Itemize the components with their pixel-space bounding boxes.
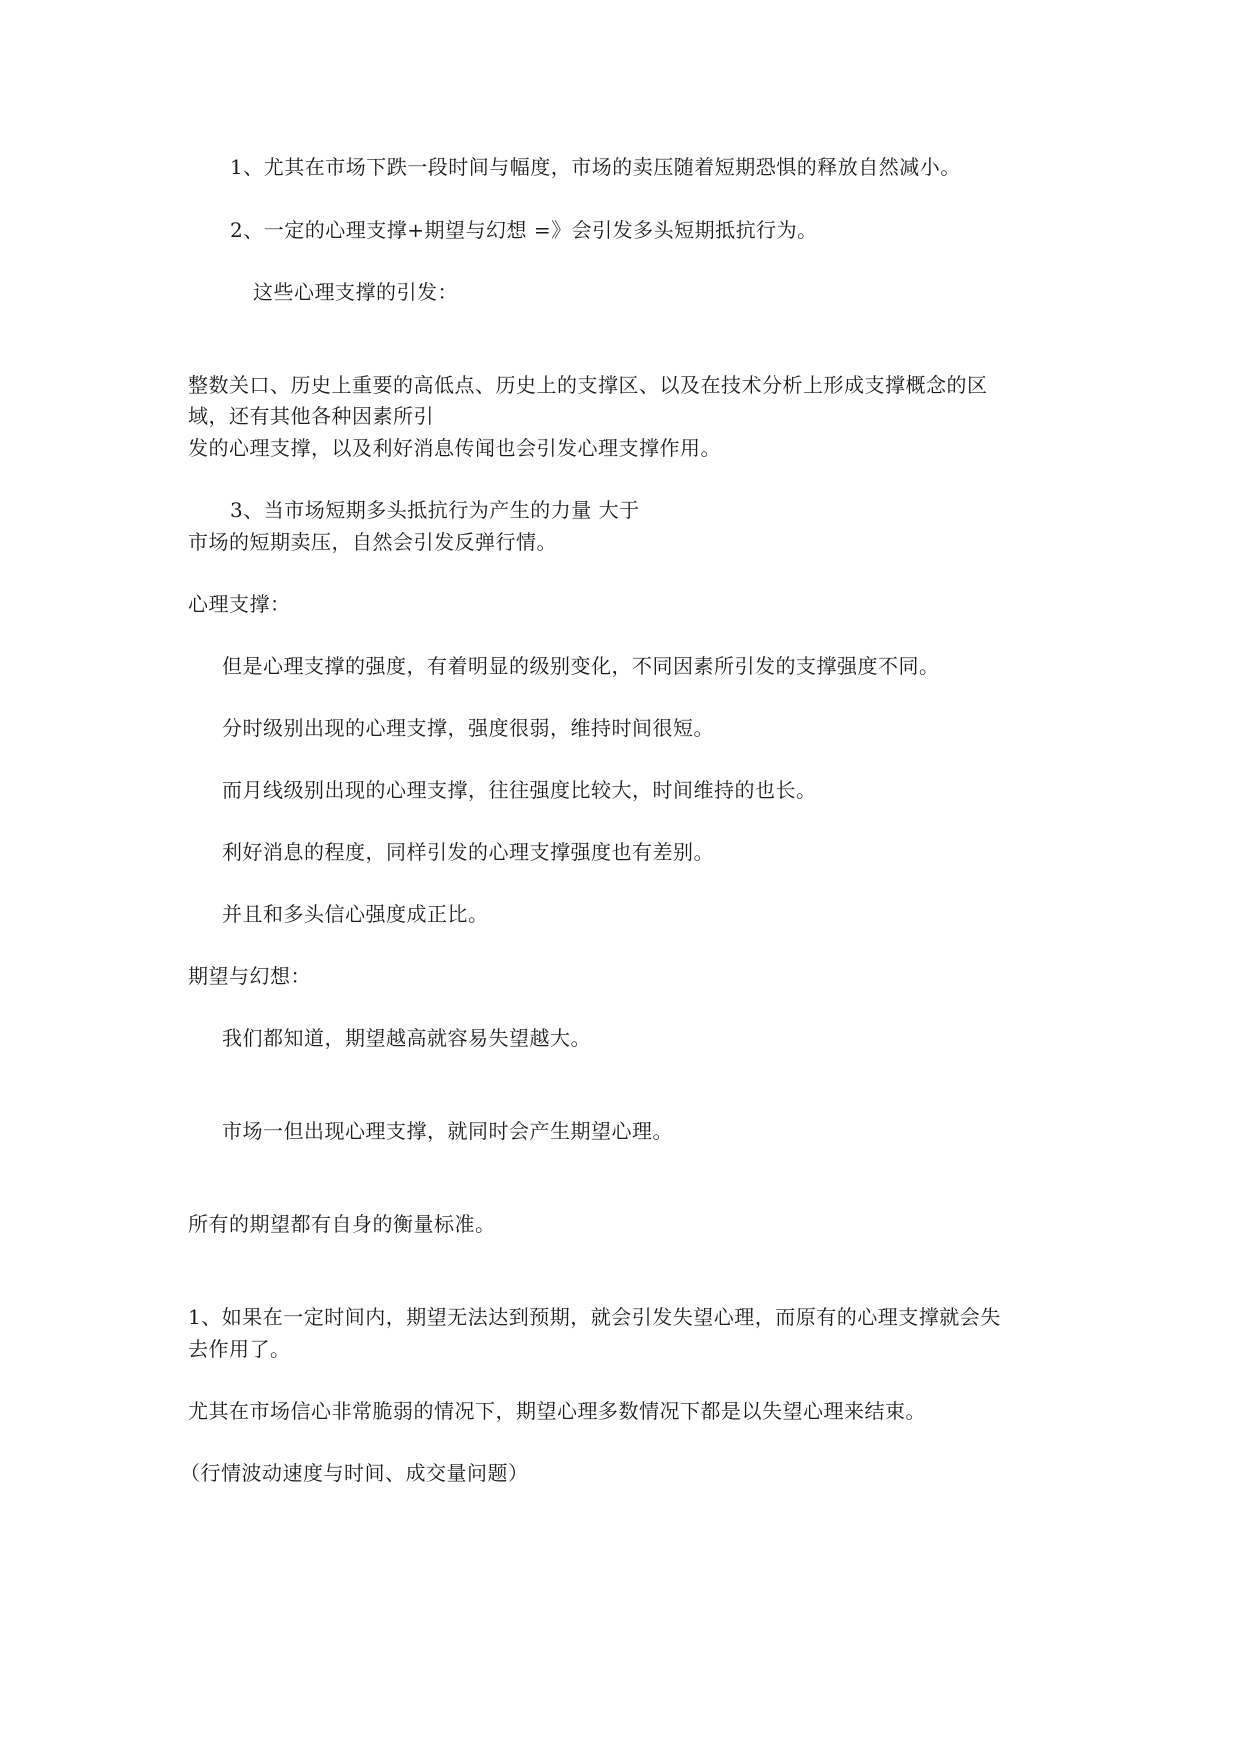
section-heading: 期望与幻想： [188, 964, 311, 988]
paragraph-line: 分时级别出现的心理支撑，强度很弱，维持时间很短。 [222, 716, 714, 740]
paragraph-line: 但是心理支撑的强度，有着明显的级别变化，不同因素所引发的支撑强度不同。 [222, 654, 940, 678]
list-item-2: 2、一定的心理支撑+期望与幻想 =》会引发多头短期抵抗行为。 [230, 218, 818, 242]
paragraph-line: 而月线级别出现的心理支撑，往往强度比较大，时间维持的也长。 [222, 778, 817, 802]
paragraph-line: 市场的短期卖压，自然会引发反弹行情。 [188, 530, 557, 554]
list-item-3: 3、当市场短期多头抵抗行为产生的力量 大于 [230, 498, 640, 522]
paragraph-line: 整数关口、历史上重要的高低点、历史上的支撑区、以及在技术分析上形成支撑概念的区 [188, 373, 988, 397]
section-heading: 心理支撑： [188, 592, 291, 616]
paragraph-line: 利好消息的程度，同样引发的心理支撑强度也有差别。 [222, 840, 714, 864]
paragraph-line: 并且和多头信心强度成正比。 [222, 902, 489, 926]
paragraph-line: 去作用了。 [188, 1337, 291, 1361]
paragraph-line: （行情波动速度与时间、成交量问题） [180, 1461, 529, 1485]
paragraph-line: 域，还有其他各种因素所引 [188, 404, 434, 428]
paragraph-line: 市场一但出现心理支撑，就同时会产生期望心理。 [222, 1119, 673, 1143]
list-item-1: 1、尤其在市场下跌一段时间与幅度，市场的卖压随着短期恐惧的释放自然减小。 [230, 155, 961, 179]
paragraph-line: 尤其在市场信心非常脆弱的情况下，期望心理多数情况下都是以失望心理来结束。 [188, 1399, 926, 1423]
paragraph-line: 我们都知道，期望越高就容易失望越大。 [222, 1026, 591, 1050]
paragraph-line: 所有的期望都有自身的衡量标准。 [188, 1212, 496, 1236]
paragraph-line: 1、如果在一定时间内，期望无法达到预期，就会引发失望心理，而原有的心理支撑就会失 [188, 1305, 1001, 1329]
paragraph-heading: 这些心理支撑的引发： [253, 280, 458, 304]
paragraph-line: 发的心理支撑，以及利好消息传闻也会引发心理支撑作用。 [188, 436, 721, 460]
